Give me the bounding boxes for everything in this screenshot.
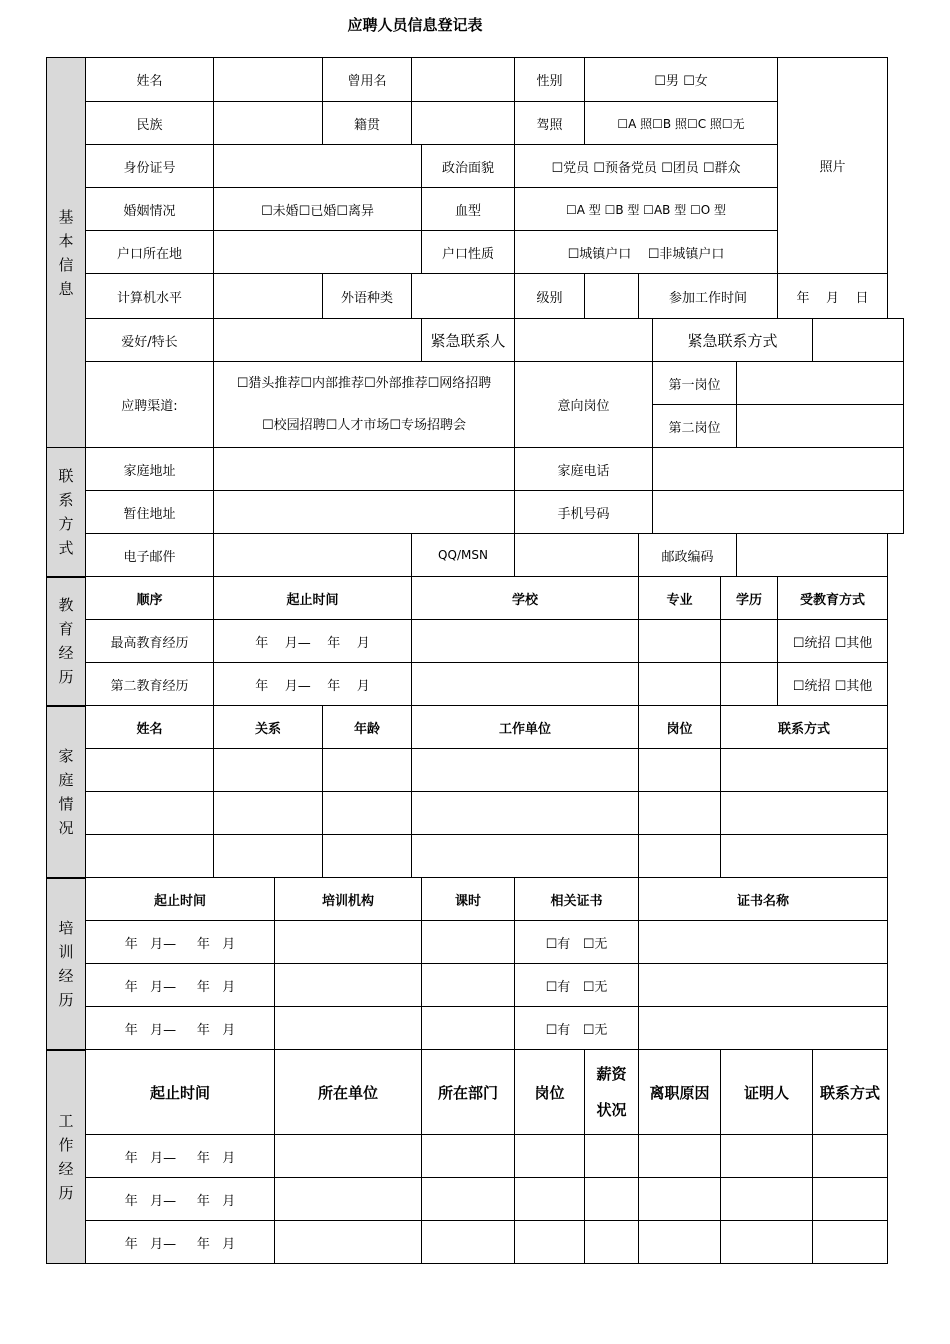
label-former-name: 曾用名 (323, 58, 412, 102)
training-header-hours: 课时 (422, 878, 515, 921)
edu-header-period: 起止时间 (214, 577, 412, 620)
work-period[interactable]: 年 月— 年 月 (86, 1135, 275, 1178)
label-hobby: 爱好/特长 (86, 319, 214, 362)
training-header-cert: 相关证书 (515, 878, 639, 921)
label-first-post: 第一岗位 (653, 362, 737, 405)
work-header-salary (585, 1050, 639, 1135)
field-hukou-location[interactable] (214, 231, 422, 274)
family-header-age: 年龄 (323, 706, 412, 749)
edu-row-degree[interactable] (721, 663, 778, 706)
cert-checkboxes[interactable]: ☐有 ☐无 (515, 1007, 639, 1050)
family-header-post: 岗位 (639, 706, 721, 749)
label-ethnicity: 民族 (86, 102, 214, 145)
field-language[interactable] (412, 274, 515, 319)
section-education: 教育经历 (47, 577, 86, 706)
label-blood: 血型 (422, 188, 515, 231)
work-period[interactable]: 年 月— 年 月 (86, 1178, 275, 1221)
section-basic-info: 基本信息 (47, 58, 86, 448)
label-hukou-location: 户口所在地 (86, 231, 214, 274)
blood-checkboxes[interactable]: ☐A 型 ☐B 型 ☐AB 型 ☐O 型 (515, 188, 778, 231)
family-header-employer: 工作单位 (412, 706, 639, 749)
edu-row-period[interactable]: 年 月— 年 月 (214, 620, 412, 663)
label-language: 外语种类 (323, 274, 412, 319)
field-postcode[interactable] (737, 534, 888, 577)
field-email[interactable] (214, 534, 412, 577)
work-row (47, 1221, 904, 1264)
label-emergency-phone: 紧急联系方式 (653, 319, 813, 362)
training-row (47, 1007, 904, 1050)
work-header-reason: 离职原因 (639, 1050, 721, 1135)
training-period[interactable]: 年 月— 年 月 (86, 1007, 275, 1050)
label-second-post: 第二岗位 (653, 405, 737, 448)
label-gender: 性别 (515, 58, 585, 102)
registration-form (46, 57, 904, 1264)
training-header-period: 起止时间 (86, 878, 275, 921)
label-home-address: 家庭地址 (86, 448, 214, 491)
work-header-referee: 证明人 (721, 1050, 813, 1135)
edu-row-school[interactable] (412, 620, 639, 663)
channel-checkboxes[interactable] (214, 362, 515, 448)
label-license: 驾照 (515, 102, 585, 145)
label-emergency-contact: 紧急联系人 (422, 319, 515, 362)
field-emergency-contact[interactable] (515, 319, 653, 362)
hukou-checkboxes[interactable]: ☐城镇户口 ☐非城镇户口 (515, 231, 778, 274)
edu-row-major[interactable] (639, 620, 721, 663)
training-period[interactable]: 年 月— 年 月 (86, 964, 275, 1007)
edu-row-mode[interactable]: ☐统招 ☐其他 (778, 663, 888, 706)
work-header-period: 起止时间 (86, 1050, 275, 1135)
work-header-salary-line1: 薪资 (596, 1065, 627, 1083)
label-email: 电子邮件 (86, 534, 214, 577)
work-row (47, 1135, 904, 1178)
edu-row-school[interactable] (412, 663, 639, 706)
training-header-cert-name: 证书名称 (639, 878, 888, 921)
family-header-contact: 联系方式 (721, 706, 888, 749)
label-id-number: 身份证号 (86, 145, 214, 188)
work-row (47, 1178, 904, 1221)
section-contact: 联系方式 (47, 448, 86, 577)
work-header-post: 岗位 (515, 1050, 585, 1135)
field-emergency-phone[interactable] (813, 319, 904, 362)
form-title: 应聘人员信息登记表 (347, 16, 483, 34)
marital-checkboxes[interactable]: ☐未婚☐已婚☐离异 (214, 188, 422, 231)
field-level[interactable] (585, 274, 639, 319)
label-temp-address: 暂住地址 (86, 491, 214, 534)
label-channel: 应聘渠道: (86, 362, 214, 448)
label-home-phone: 家庭电话 (515, 448, 653, 491)
field-temp-address[interactable] (214, 491, 515, 534)
work-period[interactable]: 年 月— 年 月 (86, 1221, 275, 1264)
gender-checkboxes[interactable]: ☐男 ☐女 (585, 58, 778, 102)
label-hukou-type: 户口性质 (422, 231, 515, 274)
label-marital: 婚姻情况 (86, 188, 214, 231)
label-computer: 计算机水平 (86, 274, 214, 319)
political-checkboxes[interactable]: ☐党员 ☐预备党员 ☐团员 ☐群众 (515, 145, 778, 188)
family-row (47, 792, 904, 835)
section-work: 工作经历 (47, 1050, 86, 1264)
work-header-contact: 联系方式 (813, 1050, 888, 1135)
edu-header-major: 专业 (639, 577, 721, 620)
field-qq[interactable] (515, 534, 639, 577)
cert-checkboxes[interactable]: ☐有 ☐无 (515, 921, 639, 964)
field-computer[interactable] (214, 274, 323, 319)
label-qq: QQ/MSN (412, 534, 515, 577)
field-hobby[interactable] (214, 319, 422, 362)
field-id-number[interactable] (214, 145, 422, 188)
field-first-post[interactable] (737, 362, 904, 405)
field-name[interactable] (214, 58, 323, 102)
field-second-post[interactable] (737, 405, 904, 448)
field-home-address[interactable] (214, 448, 515, 491)
section-family: 家庭情况 (47, 706, 86, 878)
label-mobile: 手机号码 (515, 491, 653, 534)
work-header-employer: 所在单位 (275, 1050, 422, 1135)
edu-row-mode[interactable]: ☐统招 ☐其他 (778, 620, 888, 663)
field-mobile[interactable] (653, 491, 904, 534)
training-row (47, 921, 904, 964)
cert-checkboxes[interactable]: ☐有 ☐无 (515, 964, 639, 1007)
edu-row-degree[interactable] (721, 620, 778, 663)
work-header-salary-line2: 状况 (596, 1101, 627, 1119)
edu-row-label: 第二教育经历 (86, 663, 214, 706)
training-period[interactable]: 年 月— 年 月 (86, 921, 275, 964)
edu-row-period[interactable]: 年 月— 年 月 (214, 663, 412, 706)
field-native-place[interactable] (412, 102, 515, 145)
label-postcode: 邮政编码 (639, 534, 737, 577)
section-training: 培训经历 (47, 878, 86, 1050)
work-header-dept: 所在部门 (422, 1050, 515, 1135)
training-row (47, 964, 904, 1007)
edu-row-major[interactable] (639, 663, 721, 706)
family-header-relation: 关系 (214, 706, 323, 749)
label-native-place: 籍贯 (323, 102, 412, 145)
field-ethnicity[interactable] (214, 102, 323, 145)
channel-line-2[interactable]: ☐校园招聘☐人才市场☐专场招聘会 (262, 417, 466, 433)
training-header-institution: 培训机构 (275, 878, 422, 921)
family-row (47, 749, 904, 792)
license-checkboxes[interactable]: ☐A 照☐B 照☐C 照☐无 (585, 102, 778, 145)
edu-row-label: 最高教育经历 (86, 620, 214, 663)
label-name: 姓名 (86, 58, 214, 102)
edu-header-degree: 学历 (721, 577, 778, 620)
field-work-start-date[interactable]: 年 月 日 (778, 274, 888, 319)
field-former-name[interactable] (412, 58, 515, 102)
field-home-phone[interactable] (653, 448, 904, 491)
label-work-start: 参加工作时间 (639, 274, 778, 319)
edu-header-order: 顺序 (86, 577, 214, 620)
edu-header-school: 学校 (412, 577, 639, 620)
label-desired-post: 意向岗位 (515, 362, 653, 448)
channel-line-1[interactable]: ☐猎头推荐☐内部推荐☐外部推荐☐网络招聘 (236, 375, 492, 391)
family-row (47, 835, 904, 878)
photo-box: 照片 (778, 58, 888, 274)
label-level: 级别 (515, 274, 585, 319)
edu-header-mode: 受教育方式 (778, 577, 888, 620)
label-political: 政治面貌 (422, 145, 515, 188)
family-header-name: 姓名 (86, 706, 214, 749)
